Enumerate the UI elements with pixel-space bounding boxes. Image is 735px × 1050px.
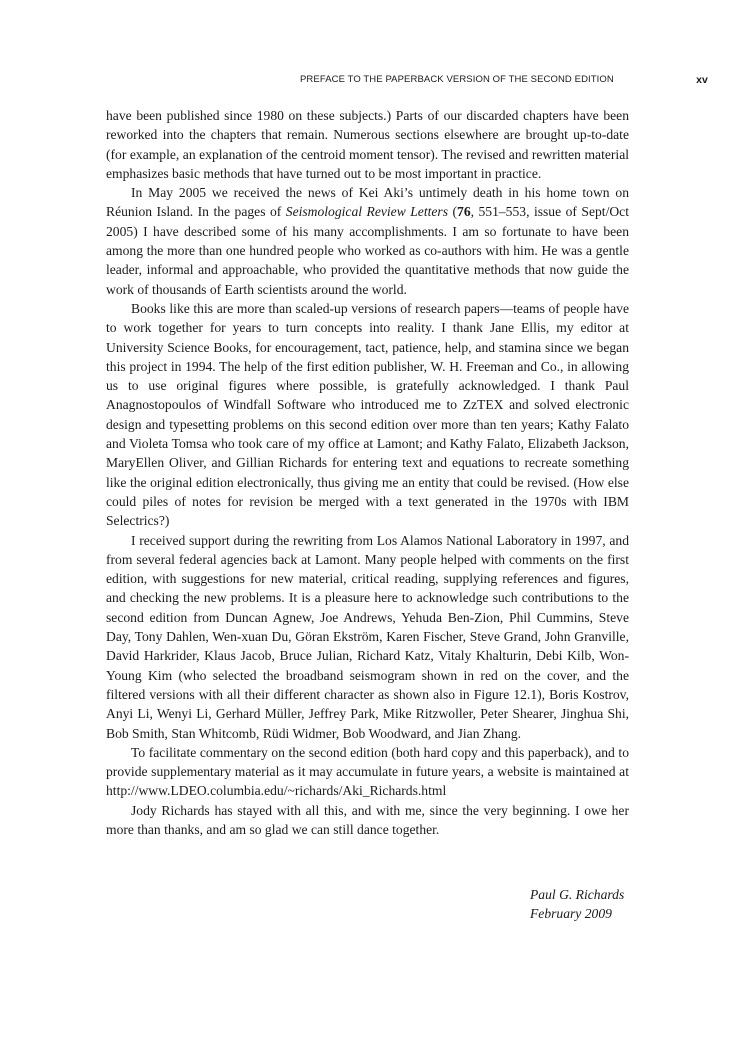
author-name: Paul G. Richards bbox=[530, 887, 625, 902]
paragraph-continuation: have been published since 1980 on these subjects.) Parts of our discarded chapters have been reworked into the chapters that remain. Numerous sections elsewhere are brought up-to-date (for example, an explanation of the centroid moment tensor). The revised and rewritten material emphasizes basic methods that have turned out to be most important in practice. bbox=[106, 108, 629, 181]
volume-number: 76 bbox=[457, 204, 471, 220]
paragraph-dedication: Jody Richards has stayed with all this, and with me, since the very beginning. I owe her more than thanks, and am so glad we can still dance together. bbox=[106, 802, 629, 837]
signature-date: February 2009 bbox=[530, 906, 612, 922]
running-head: PREFACE TO THE PAPERBACK VERSION OF THE SECOND EDITION bbox=[300, 74, 614, 85]
paragraph-kei-aki bbox=[106, 183, 629, 299]
journal-title: Seismological Review Letters bbox=[285, 204, 448, 220]
paragraph-contributors: I received support during the rewriting from Los Alamos National Laboratory in 1997, and from several federal agencies back at Lamont. Many people helped with comments on the first edition, with suggestions for new material, critical reading, supplying references and figures, and checking the new problems. It is a pleasure here to acknowledge such contributions to the second edition from Duncan Agnew, Joe Andrews, Yehuda Ben-Zion, Phil Cummins, Steve Day, Tony Dahlen, Wen-xuan Du, Göran Ekström, Karen Fischer, Steve Grand, John Granville, David Harkrider, Klaus Jacob, Bruce Julian, Richard Katz, Vitaly Khalturin, Debi Kilb, Won-Young Kim (who selected the broadband seismogram shown in red on the cover, and the filtered versions with all their different character as shown also in Figure 12.1), Boris Kostrov, Anyi Li, Wenyi Li, Gerhard Müller, Jeffrey Park, Mike Ritzwoller, Peter Shearer, Jinghua Shi, Bob Smith, Stan Whitcomb, Rüdi Widmer, Bob Woodward, and Jian Zhang. bbox=[106, 532, 629, 741]
paragraph-text: In May 2005 we received the news of Kei Aki’s untimely death in his home town on Réunion Island. In the pages of bbox=[106, 185, 629, 220]
page-number: xv bbox=[696, 74, 708, 86]
paragraph-acknowledgments: Books like this are more than scaled-up versions of research papers—teams of people have to work together for years to turn concepts into reality. I thank Jane Ellis, my editor at University Science Books, for encouragement, tact, patience, help, and stamina since we began this project in 1994. The help of the first edition publisher, W. H. Freeman and Co., in allowing us to use original figures where possible, is gratefully acknowledged. I thank Paul Anagnostopoulos of Windfall Software who introduced me to ZzTEX and solved electronic design and typesetting problems on this second edition over more than ten years; Kathy Falato and Violeta Tomsa who took care of my office at Lamont; and Kathy Falato, Elizabeth Jackson, MaryEllen Oliver, and Gillian Richards for entering text and equations to recreate something like the original edition electronically, thus giving me an entity that could be revised. (How else could piles of notes for revision be merged with a text generated in the 1970s with IBM Selectrics?) bbox=[106, 300, 629, 529]
page-header bbox=[300, 74, 708, 90]
paragraph-text: , 551–553, issue of Sept/Oct 2005) I have described some of his many accomplishments. I am so fortunate to have been among the more than one hundred people who worked as co-authors with him. He was a gentle leader, informal and approachable, who provided the quantitative methods that now guide the work of thousands of Earth scientists around the world. bbox=[106, 204, 629, 297]
paragraph-website: To facilitate commentary on the second edition (both hard copy and this paperback), and to provide supplementary material as it may accumulate in future years, a website is maintained at http://www.LDEO.columbia.edu/~richards/Aki_Richards.html bbox=[106, 744, 629, 799]
body-text bbox=[106, 106, 629, 839]
signature bbox=[530, 885, 624, 924]
paragraph-text: ( bbox=[448, 204, 458, 220]
